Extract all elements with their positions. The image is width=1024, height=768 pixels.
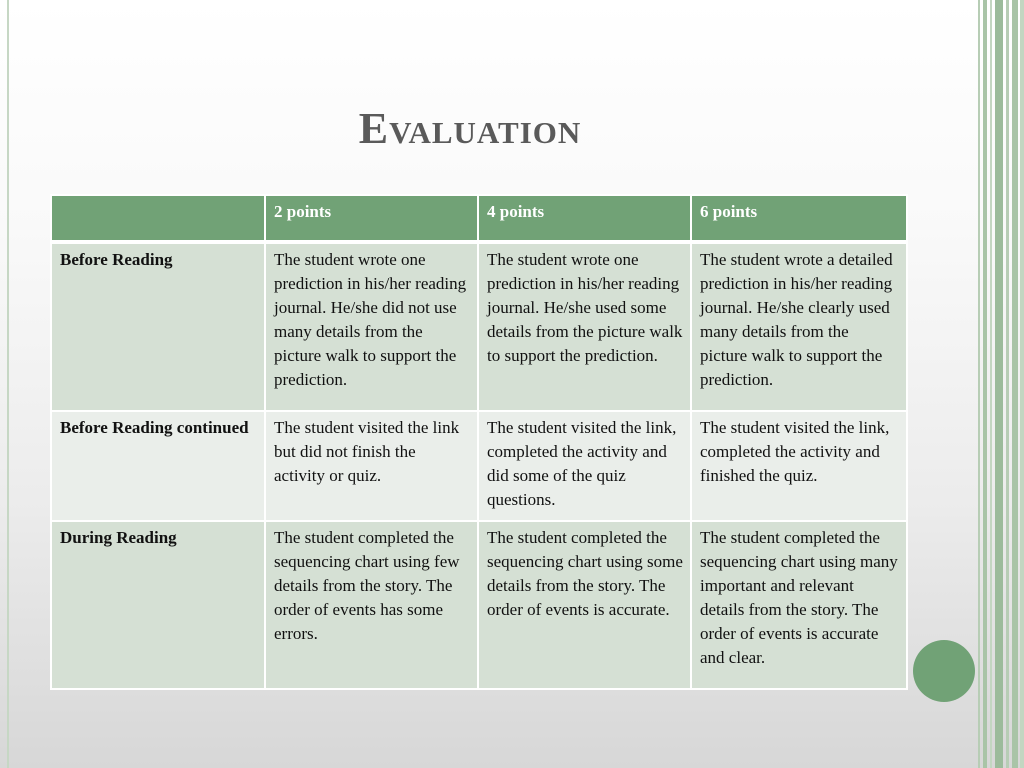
table-cell: The student wrote one prediction in his/her reading journal. He/she did not use many details from the picture walk to support the prediction. xyxy=(265,242,478,411)
table-row xyxy=(51,521,907,689)
table-cell: The student visited the link, completed the activity and finished the quiz. xyxy=(691,411,907,521)
stripe xyxy=(990,0,992,768)
table-header-row xyxy=(51,195,907,242)
header-cell-4-points: 4 points xyxy=(478,195,691,242)
stripe xyxy=(983,0,987,768)
row-label: During Reading xyxy=(51,521,265,689)
stripe xyxy=(1012,0,1018,768)
table-cell: The student completed the sequencing chart using many important and relevant details from the story. The order of events is accurate and clear. xyxy=(691,521,907,689)
stripe xyxy=(1020,0,1024,768)
decorative-circle xyxy=(913,640,975,702)
right-decorative-stripes xyxy=(978,0,1024,768)
table-cell: The student visited the link but did not finish the activity or quiz. xyxy=(265,411,478,521)
stripe xyxy=(995,0,1003,768)
header-cell-6-points: 6 points xyxy=(691,195,907,242)
table-row xyxy=(51,411,907,521)
table-cell: The student completed the sequencing chart using some details from the story. The order of events is accurate. xyxy=(478,521,691,689)
slide-title: Evaluation xyxy=(358,104,582,153)
table-cell: The student completed the sequencing chart using few details from the story. The order of events has some errors. xyxy=(265,521,478,689)
header-cell-blank xyxy=(51,195,265,242)
header-cell-2-points: 2 points xyxy=(265,195,478,242)
stripe xyxy=(978,0,980,768)
table-row xyxy=(51,242,907,411)
row-label: Before Reading continued xyxy=(51,411,265,521)
evaluation-rubric-table xyxy=(50,194,908,690)
row-label: Before Reading xyxy=(51,242,265,411)
table-cell: The student visited the link, completed the activity and did some of the quiz questions. xyxy=(478,411,691,521)
table-cell: The student wrote one prediction in his/her reading journal. He/she used some details from the picture walk to support the prediction. xyxy=(478,242,691,411)
table-cell: The student wrote a detailed prediction in his/her reading journal. He/she clearly used many details from the picture walk to support the prediction. xyxy=(691,242,907,411)
stripe xyxy=(1006,0,1009,768)
